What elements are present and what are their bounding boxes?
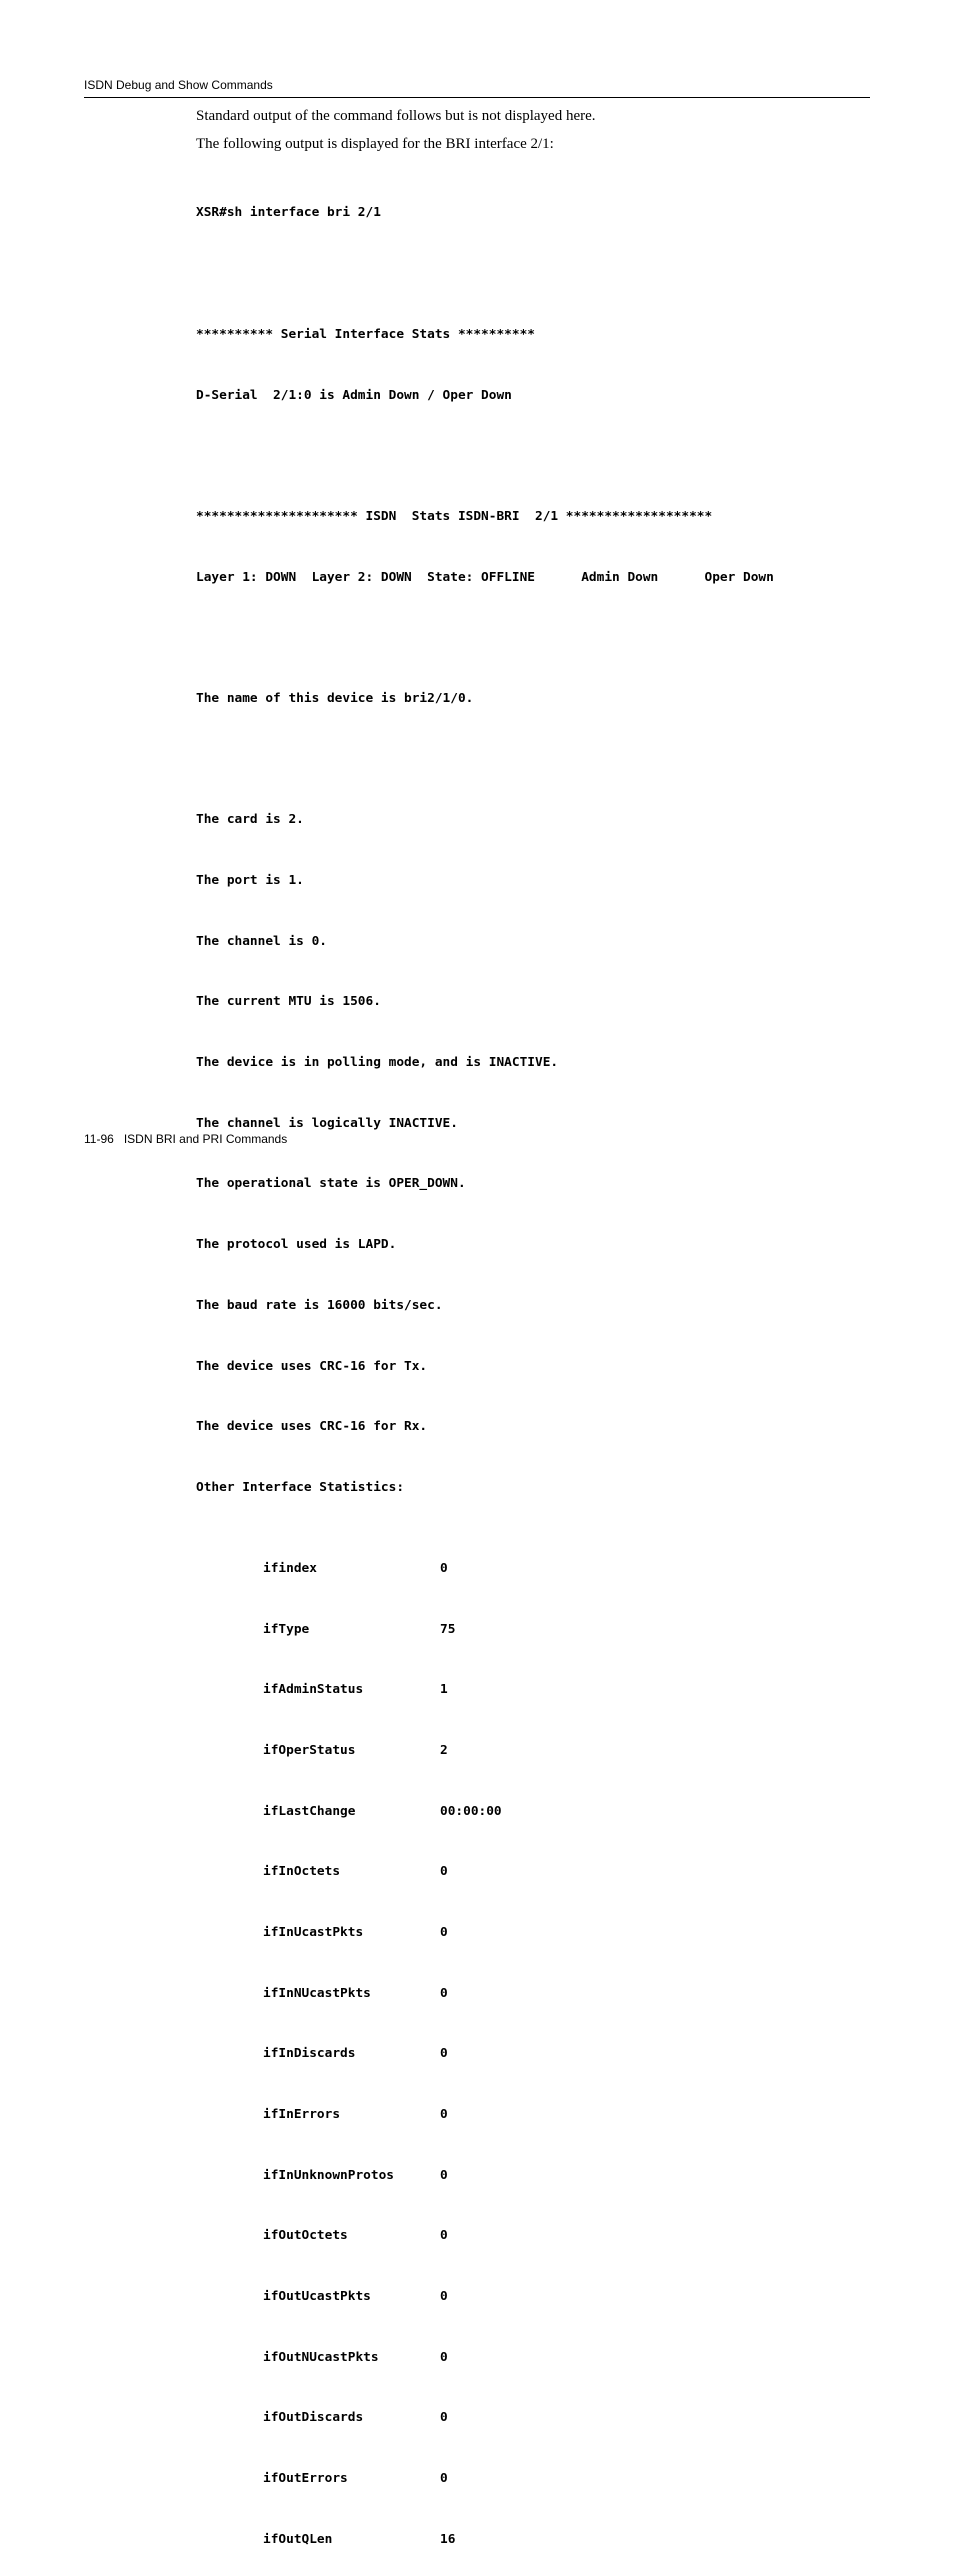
stat-name: ifInNUcastPkts — [263, 1985, 371, 2001]
stat-row-iftype — [196, 1620, 774, 1640]
intro-standard-output: Standard output of the command follows but is not displayed here. — [196, 108, 596, 124]
code-line — [196, 628, 774, 648]
code-line: The name of this device is bri2/1/0. — [196, 690, 474, 706]
stat-name: ifOutDiscards — [263, 2410, 364, 2426]
code-line: The protocol used is LAPD. — [196, 1237, 397, 1253]
stat-row-ifindex — [196, 1559, 774, 1579]
code-line — [196, 264, 774, 284]
stat-value: 0 — [440, 1985, 448, 2001]
stat-value: 0 — [440, 2167, 448, 2183]
code-line: The channel is logically INACTIVE. — [196, 1115, 458, 1131]
stat-name: ifOperStatus — [263, 1742, 356, 1758]
code-line — [196, 750, 774, 770]
stat-value: 0 — [440, 2228, 448, 2244]
intro-bri-output: The following output is displayed for the BRI interface 2/1: — [196, 136, 554, 152]
stat-row-iflastchange — [196, 1802, 774, 1822]
stat-value: 0 — [440, 1560, 448, 1576]
stat-row-ifoutnucastpkts — [196, 2348, 774, 2368]
stat-row-ifinunknownprotos — [196, 2166, 774, 2186]
stat-name: ifInUcastPkts — [263, 1924, 364, 1940]
stat-row-ifinoctets — [196, 1862, 774, 1882]
stat-name: ifInDiscards — [263, 2046, 356, 2062]
stat-value: 16 — [440, 2531, 456, 2547]
stat-name: ifInUnknownProtos — [263, 2167, 394, 2183]
code-line: The port is 1. — [196, 873, 304, 889]
stat-name: ifOutErrors — [263, 2471, 348, 2487]
code-line: The card is 2. — [196, 812, 304, 828]
code-line — [196, 446, 774, 466]
page-number: 11-96 — [84, 1132, 114, 1146]
stat-value: 0 — [440, 1924, 448, 1940]
code-line: Other Interface Statistics: — [196, 1479, 405, 1495]
stat-value: 75 — [440, 1621, 456, 1637]
footer-section-title: ISDN BRI and PRI Commands — [123, 1132, 288, 1146]
stat-row-ifoutdiscards — [196, 2408, 774, 2428]
stat-row-ifindiscards — [196, 2044, 774, 2064]
stat-name: ifInErrors — [263, 2107, 341, 2123]
command-output-block — [196, 163, 774, 2570]
stat-value: 0 — [440, 2471, 448, 2487]
stat-name: ifindex — [263, 1560, 317, 1576]
code-line: The device uses CRC-16 for Rx. — [196, 1419, 428, 1435]
stat-row-ifoperstatus — [196, 1741, 774, 1761]
stat-value: 0 — [440, 2349, 448, 2365]
stat-row-ifinnucastpkts — [196, 1984, 774, 2004]
stat-row-ifoutoctets — [196, 2226, 774, 2246]
header-rule — [84, 97, 870, 98]
stat-value: 0 — [440, 2289, 448, 2305]
stat-row-ifinerrors — [196, 2105, 774, 2125]
code-line: The operational state is OPER_DOWN. — [196, 1176, 466, 1192]
stat-row-ifoutqlen — [196, 2530, 774, 2550]
stat-row-ifinucastpkts — [196, 1923, 774, 1943]
stat-name: ifLastChange — [263, 1803, 356, 1819]
stat-value: 2 — [440, 1742, 448, 1758]
stat-value: 0 — [440, 1864, 448, 1880]
stat-name: ifType — [263, 1621, 310, 1637]
code-line: The current MTU is 1506. — [196, 994, 381, 1010]
running-footer — [84, 1132, 287, 1146]
code-line: ********** Serial Interface Stats ********** — [196, 326, 535, 342]
stat-name: ifOutNUcastPkts — [263, 2349, 379, 2365]
code-line: D-Serial 2/1:0 is Admin Down / Oper Down — [196, 387, 512, 403]
stat-value: 0 — [440, 2107, 448, 2123]
running-header: ISDN Debug and Show Commands — [84, 78, 273, 92]
code-line: The device uses CRC-16 for Tx. — [196, 1358, 428, 1374]
stat-value: 0 — [440, 2046, 448, 2062]
stat-value: 00:00:00 — [440, 1803, 502, 1819]
code-line: The channel is 0. — [196, 933, 327, 949]
code-line: Layer 1: DOWN Layer 2: DOWN State: OFFLINE Admin Down Oper Down — [196, 569, 774, 585]
stat-name: ifAdminStatus — [263, 1682, 364, 1698]
stat-row-ifouterrors — [196, 2469, 774, 2489]
code-line: XSR#sh interface bri 2/1 — [196, 205, 381, 221]
stat-name: ifOutQLen — [263, 2531, 333, 2547]
stat-value: 0 — [440, 2410, 448, 2426]
stat-name: ifOutOctets — [263, 2228, 348, 2244]
stat-value: 1 — [440, 1682, 448, 1698]
code-line: ********************* ISDN Stats ISDN-BRI 2/1 ******************* — [196, 508, 713, 524]
stat-name: ifOutUcastPkts — [263, 2289, 371, 2305]
code-line: The baud rate is 16000 bits/sec. — [196, 1297, 443, 1313]
stat-name: ifInOctets — [263, 1864, 341, 1880]
stat-row-ifoutucastpkts — [196, 2287, 774, 2307]
stat-row-ifadminstatus — [196, 1680, 774, 1700]
code-line: The device is in polling mode, and is INACTIVE. — [196, 1055, 559, 1071]
